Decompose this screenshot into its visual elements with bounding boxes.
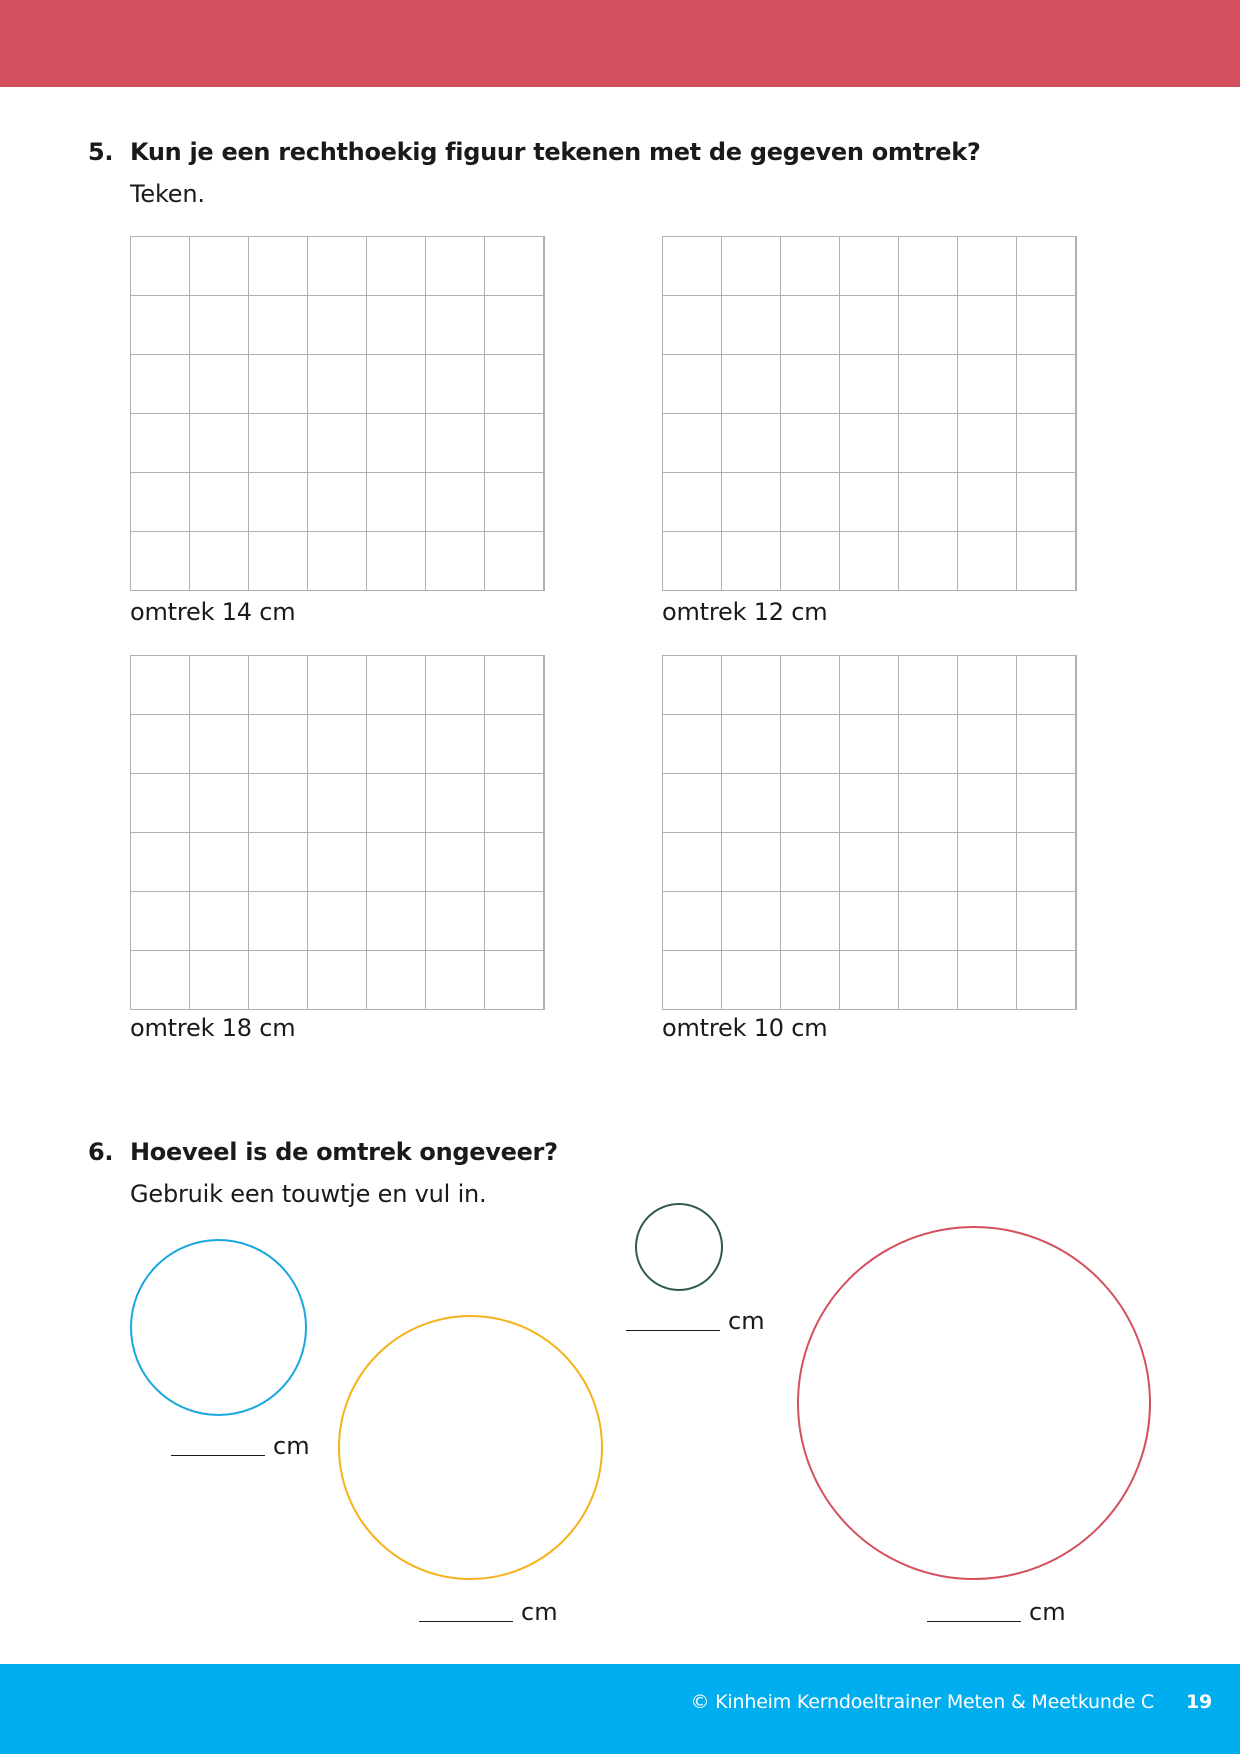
unit-label: cm xyxy=(1029,1598,1066,1626)
answer-blank[interactable] xyxy=(171,1455,265,1456)
grid-label-4: omtrek 10 cm xyxy=(662,1014,828,1042)
drawing-grid-1[interactable] xyxy=(130,236,545,591)
unit-label: cm xyxy=(728,1307,765,1335)
grid-label-2: omtrek 12 cm xyxy=(662,598,828,626)
question-6-title: Hoeveel is de omtrek ongeveer? xyxy=(130,1138,558,1166)
question-6-instruction: Gebruik een touwtje en vul in. xyxy=(130,1180,487,1208)
grid-label-3: omtrek 18 cm xyxy=(130,1014,296,1042)
drawing-grid-4[interactable] xyxy=(662,655,1077,1010)
answer-blank[interactable] xyxy=(419,1621,513,1622)
answer-blank[interactable] xyxy=(626,1330,720,1331)
circle-green xyxy=(635,1203,723,1291)
drawing-grid-2[interactable] xyxy=(662,236,1077,591)
circle-yellow xyxy=(338,1315,603,1580)
question-5-title: Kun je een rechthoekig figuur tekenen met de gegeven omtrek? xyxy=(130,138,981,166)
question-5-instruction: Teken. xyxy=(130,180,205,208)
footer-copyright: © Kinheim Kerndoeltrainer Meten & Meetkunde C xyxy=(690,1691,1154,1713)
drawing-grid-3[interactable] xyxy=(130,655,545,1010)
unit-label: cm xyxy=(273,1432,310,1460)
question-5-number: 5. xyxy=(88,138,114,166)
page-number: 19 xyxy=(1185,1691,1212,1713)
answer-blank[interactable] xyxy=(927,1621,1021,1622)
circle-red xyxy=(797,1226,1151,1580)
grid-label-1: omtrek 14 cm xyxy=(130,598,296,626)
header-band xyxy=(0,0,1240,87)
circle-blue xyxy=(130,1239,307,1416)
question-6-number: 6. xyxy=(88,1138,114,1166)
unit-label: cm xyxy=(521,1598,558,1626)
